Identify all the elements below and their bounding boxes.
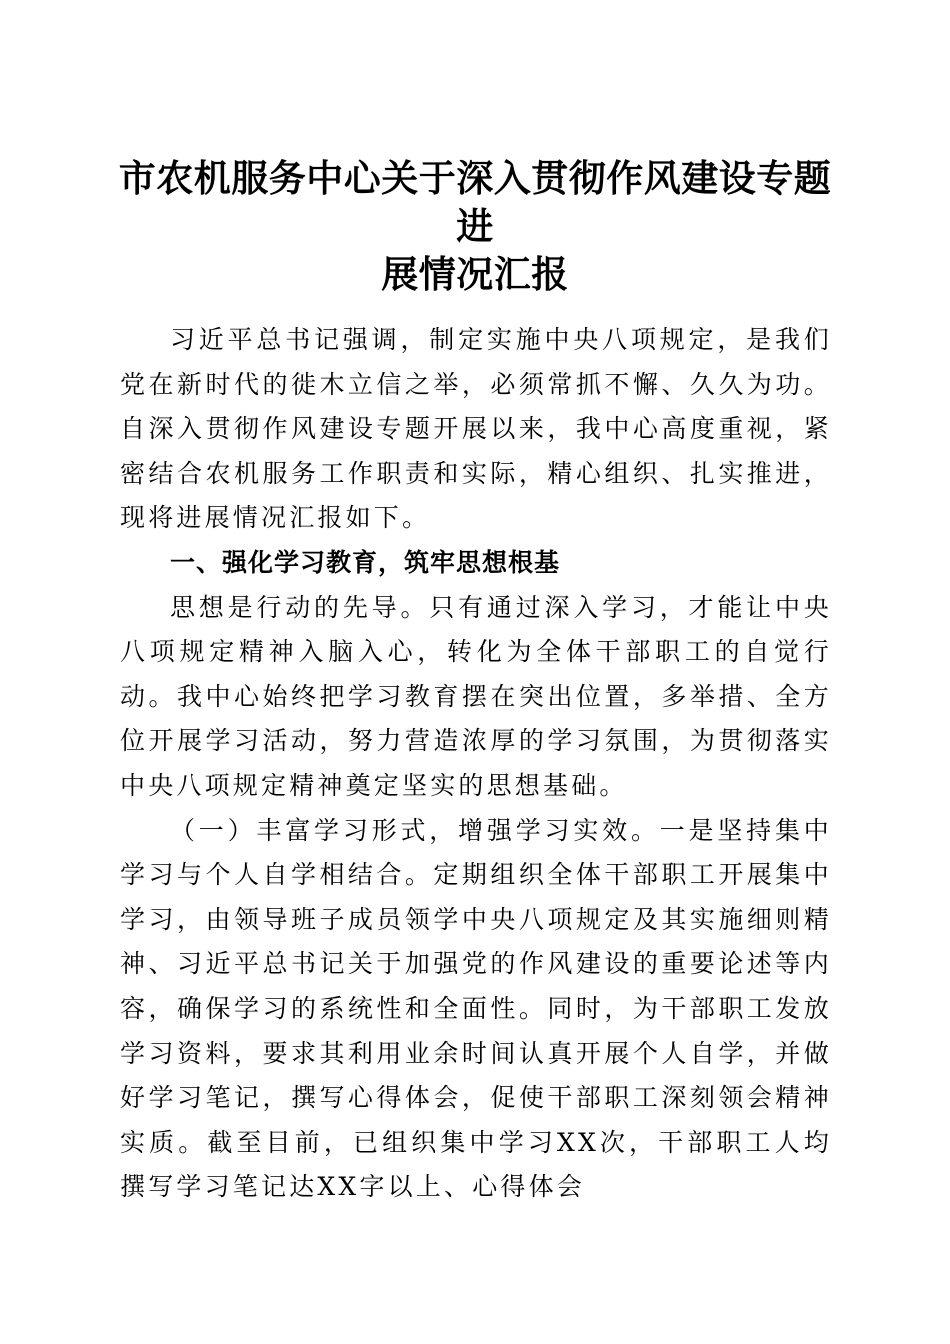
- subsection-1-heading: （一）丰富学习形式，增强学习实效。: [170, 815, 660, 845]
- document-title: [110, 154, 840, 298]
- subsection-1-paragraph: [120, 809, 832, 1210]
- intro-paragraph: 习近平总书记强调，制定实施中央八项规定，是我们党在新时代的徙木立信之举，必须常抓不懈、久久为功。自深入贯彻作风建设专题开展以来，我中心高度重视，紧密结合农机服务工作职责和实际，精心组织、扎实推进，现将进展情况汇报如下。: [120, 325, 832, 533]
- section-1-paragraph: 思想是行动的先导。只有通过深入学习，才能让中央八项规定精神入脑入心，转化为全体干部职工的自觉行动。我中心始终把学习教育摆在突出位置，多举措、全方位开展学习活动，努力营造浓厚的学习氛围，为贯彻落实中央八项规定精神奠定坚实的思想基础。: [120, 592, 832, 800]
- title-line-1: 市农机服务中心关于深入贯彻作风建设专题进: [118, 156, 832, 248]
- title-line-2: 展情况汇报: [381, 252, 569, 296]
- document-body: [120, 318, 832, 1210]
- subsection-1-text: 一是坚持集中学习与个人自学相结合。定期组织全体干部职工开展集中学习，由领导班子成员领学中央八项规定及其实施细则精神、习近平总书记关于加强党的作风建设的重要论述等内容，确保学习的系统性和全面性。同时，为干部职工发放学习资料，要求其利用业余时间认真开展个人自学，并做好学习笔记，撰写心得体会，促使干部职工深刻领会精神实质。截至目前，已组织集中学习XX次，干部职工人均撰写学习笔记达XX字以上、心得体会: [120, 815, 832, 1202]
- section-1-heading: 一、强化学习教育，筑牢思想根基: [170, 547, 561, 577]
